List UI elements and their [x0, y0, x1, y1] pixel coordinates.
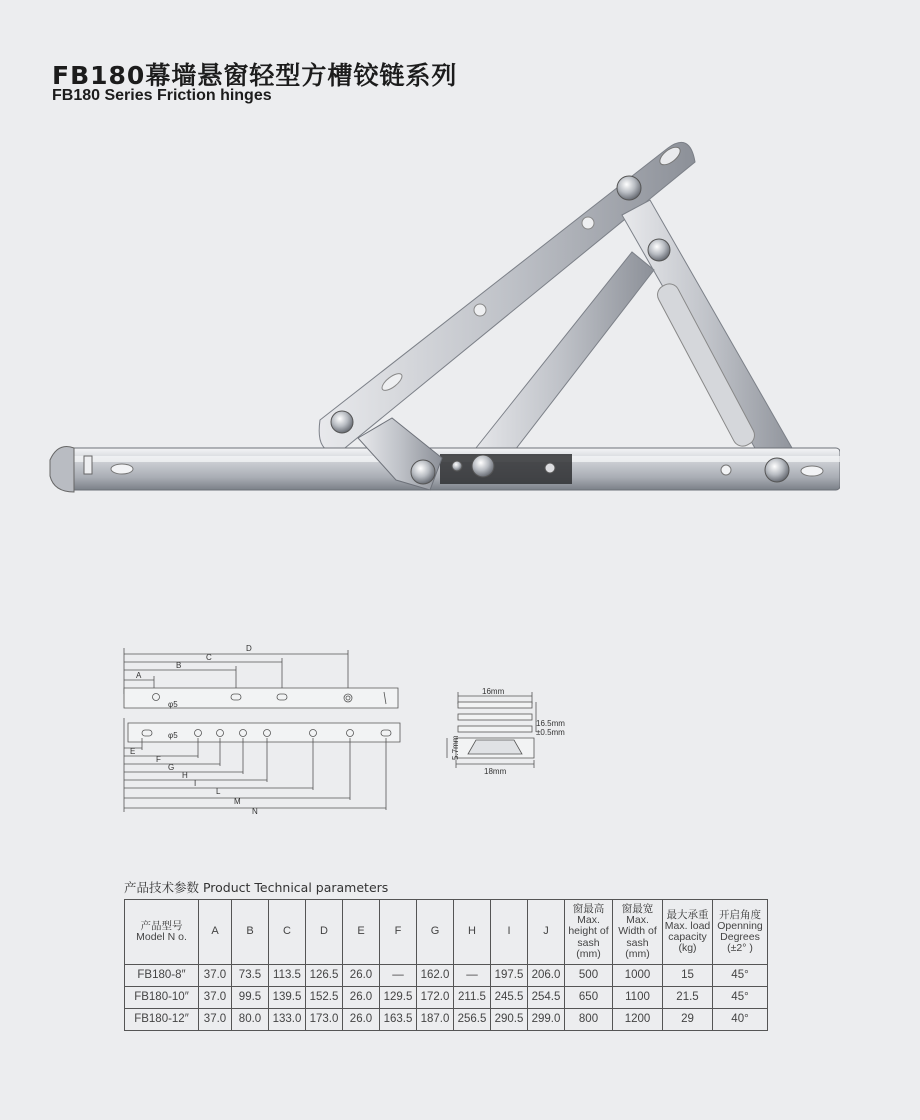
header-max-load: 最大承重 Max. load capacity (kg)	[663, 900, 713, 965]
table-cell: 172.0	[417, 987, 454, 1009]
table-cell: 26.0	[343, 1009, 380, 1031]
table-cell: 21.5	[663, 987, 713, 1009]
table-cell: 299.0	[528, 1009, 565, 1031]
page-subtitle: FB180 Series Friction hinges	[52, 87, 272, 104]
header-a: A	[199, 900, 232, 965]
table-cell: 129.5	[380, 987, 417, 1009]
rivet	[765, 458, 789, 482]
table-caption: 产品技术参数 Product Technical parameters	[124, 880, 389, 895]
table-cell: 162.0	[417, 965, 454, 987]
dim-label-b: B	[176, 661, 182, 670]
table-cell: 126.5	[306, 965, 343, 987]
profile-side: 5.7mm	[451, 735, 460, 760]
table-cell: 163.5	[380, 1009, 417, 1031]
rivet	[452, 461, 462, 471]
table-cell: 29	[663, 1009, 713, 1031]
table-cell: 99.5	[232, 987, 269, 1009]
dim-label-h: H	[182, 771, 188, 780]
table-cell: 40°	[713, 1009, 768, 1031]
table-row	[125, 1009, 768, 1031]
table-cell: 1200	[613, 1009, 663, 1031]
header-opening-degrees: 开启角度 Openning Degrees (±2° )	[713, 900, 768, 965]
table-cell: 113.5	[269, 965, 306, 987]
profile-height: 16.5mm	[536, 719, 565, 728]
rivet	[617, 176, 641, 200]
dim-label-g: G	[168, 763, 175, 772]
table-row	[125, 965, 768, 987]
table-cell: 256.5	[454, 1009, 491, 1031]
dim-label-i: I	[194, 779, 197, 788]
header-f: F	[380, 900, 417, 965]
table-cell: 173.0	[306, 1009, 343, 1031]
rivet	[472, 455, 494, 477]
dim-label-a: A	[136, 671, 142, 680]
header-i: I	[491, 900, 528, 965]
base-track	[50, 447, 840, 493]
header-max-width: 窗最宽 Max. Width of sash (mm)	[613, 900, 663, 965]
header-g: G	[417, 900, 454, 965]
header-j: J	[528, 900, 565, 965]
profile-tolerance: ±0.5mm	[536, 728, 565, 737]
table-cell: 26.0	[343, 965, 380, 987]
table-cell: FB180-10″	[125, 987, 199, 1009]
header-b: B	[232, 900, 269, 965]
dim-label-c: C	[206, 653, 212, 662]
dim-label-e: E	[130, 747, 136, 756]
dim-label-hole-upper: φ5	[168, 700, 178, 709]
table-cell: FB180-12″	[125, 1009, 199, 1031]
table-cell: 37.0	[199, 1009, 232, 1031]
table-cell: 73.5	[232, 965, 269, 987]
technical-parameters-table	[124, 899, 768, 1031]
table-cell: —	[454, 965, 491, 987]
dimension-drawing	[110, 630, 410, 820]
header-d: D	[306, 900, 343, 965]
table-cell: —	[380, 965, 417, 987]
side-strut	[622, 200, 800, 478]
table-cell: 245.5	[491, 987, 528, 1009]
table-cell: 139.5	[269, 987, 306, 1009]
table-cell: 45°	[713, 965, 768, 987]
dim-label-hole-lower: φ5	[168, 731, 178, 740]
rivet	[648, 239, 670, 261]
profile-width-bottom: 18mm	[484, 767, 507, 776]
profile-section-drawing	[432, 680, 592, 780]
page-title: FB180幕墙悬窗轻型方槽铰链系列	[52, 61, 458, 90]
rivet	[331, 411, 353, 433]
table-cell: FB180-8″	[125, 965, 199, 987]
table-cell: 15	[663, 965, 713, 987]
profile-width-top: 16mm	[482, 687, 505, 696]
table-cell: 1100	[613, 987, 663, 1009]
table-cell: 1000	[613, 965, 663, 987]
table-cell: 290.5	[491, 1009, 528, 1031]
table-cell: 650	[565, 987, 613, 1009]
table-cell: 26.0	[343, 987, 380, 1009]
header-e: E	[343, 900, 380, 965]
dim-label-n: N	[252, 807, 258, 816]
table-cell: 45°	[713, 987, 768, 1009]
dim-label-f: F	[156, 755, 161, 764]
dim-label-m: M	[234, 797, 241, 806]
header-c: C	[269, 900, 306, 965]
header-h: H	[454, 900, 491, 965]
table-cell: 37.0	[199, 965, 232, 987]
table-cell: 197.5	[491, 965, 528, 987]
table-header-row	[125, 900, 768, 965]
table-cell: 80.0	[232, 1009, 269, 1031]
table-cell: 800	[565, 1009, 613, 1031]
table-cell: 133.0	[269, 1009, 306, 1031]
hinge-product-image	[40, 120, 840, 510]
table-cell: 206.0	[528, 965, 565, 987]
rivet	[411, 460, 435, 484]
header-max-height: 窗最高 Max. height of sash (mm)	[565, 900, 613, 965]
dim-label-l: L	[216, 787, 221, 796]
dim-label-d: D	[246, 644, 252, 653]
table-cell: 500	[565, 965, 613, 987]
table-cell: 254.5	[528, 987, 565, 1009]
header-model: 产品型号 Model N o.	[125, 900, 199, 965]
table-row	[125, 987, 768, 1009]
table-cell: 37.0	[199, 987, 232, 1009]
table-cell: 211.5	[454, 987, 491, 1009]
table-cell: 152.5	[306, 987, 343, 1009]
table-cell: 187.0	[417, 1009, 454, 1031]
